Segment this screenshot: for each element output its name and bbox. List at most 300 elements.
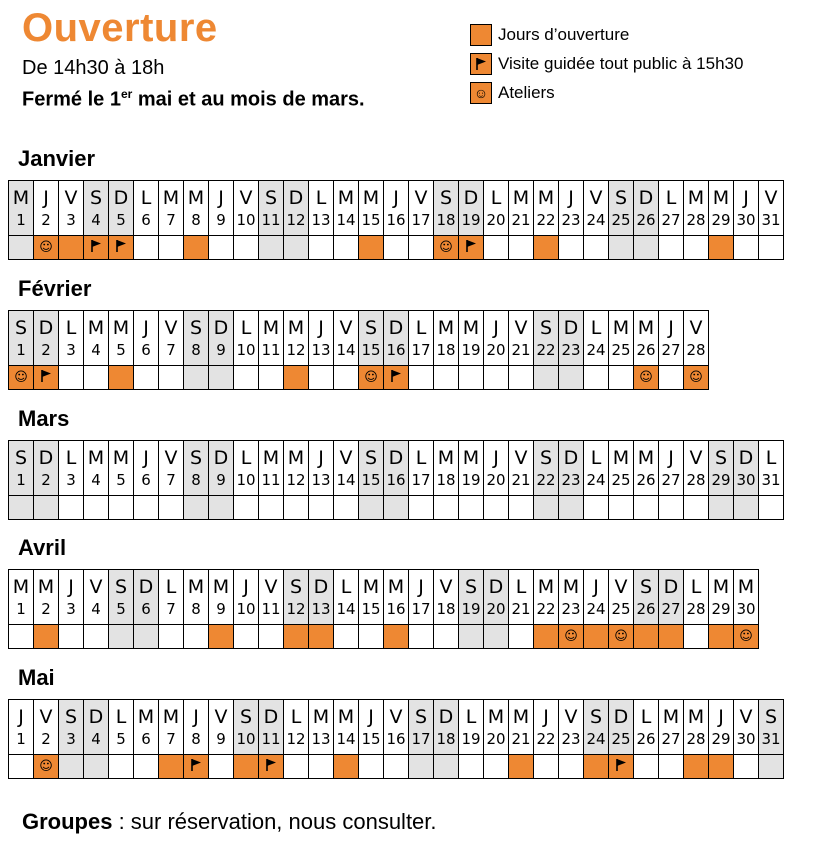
day-cell — [259, 311, 284, 366]
day-cell — [409, 570, 434, 625]
day-cell — [334, 441, 359, 496]
day-cell — [484, 181, 509, 236]
day-status-cell — [259, 496, 284, 520]
day-number: 15 — [361, 729, 381, 748]
day-status-cell — [609, 625, 634, 649]
day-status-cell — [634, 496, 659, 520]
day-letter: D — [388, 446, 404, 469]
day-number: 24 — [586, 729, 606, 748]
legend-workshops — [470, 80, 743, 106]
day-letter: D — [738, 446, 754, 469]
day-letter: M — [262, 446, 280, 469]
day-letter: M — [487, 705, 505, 728]
day-status-cell — [659, 366, 684, 390]
day-status-cell — [434, 236, 459, 260]
day-cell — [409, 700, 434, 755]
day-number: 13 — [311, 599, 331, 618]
day-letter: D — [88, 705, 104, 728]
day-status-cell — [284, 496, 309, 520]
day-number: 14 — [336, 599, 356, 618]
day-cell — [34, 311, 59, 366]
day-cell — [34, 441, 59, 496]
day-cell — [109, 311, 134, 366]
day-letter: M — [612, 446, 630, 469]
day-number: 14 — [336, 210, 356, 229]
day-cell — [84, 311, 109, 366]
day-status-cell — [109, 755, 134, 779]
day-letter: L — [590, 446, 602, 469]
day-letter: L — [640, 705, 652, 728]
day-number: 11 — [261, 599, 281, 618]
day-cell — [259, 441, 284, 496]
day-number: 12 — [286, 729, 306, 748]
day-cell — [359, 441, 384, 496]
day-letter: M — [187, 575, 205, 598]
day-number: 20 — [486, 729, 506, 748]
day-status-cell — [634, 755, 659, 779]
day-status-cell — [384, 755, 409, 779]
day-letter: M — [387, 575, 405, 598]
day-letter: D — [638, 186, 654, 209]
day-cell — [159, 311, 184, 366]
day-letter: S — [14, 446, 28, 469]
day-status-cell — [534, 366, 559, 390]
day-status-cell — [284, 625, 309, 649]
day-number: 1 — [16, 729, 26, 748]
day-number: 22 — [536, 340, 556, 359]
day-letter: V — [439, 575, 453, 598]
day-cell — [659, 311, 684, 366]
day-status-cell — [159, 496, 184, 520]
day-cell — [534, 700, 559, 755]
day-number: 23 — [561, 340, 581, 359]
day-status-cell — [134, 366, 159, 390]
day-status-cell — [609, 366, 634, 390]
day-status-cell — [509, 755, 534, 779]
day-letter: S — [589, 705, 603, 728]
day-letter: S — [114, 575, 128, 598]
day-status-cell — [709, 496, 734, 520]
day-status-cell — [234, 625, 259, 649]
day-cell — [434, 311, 459, 366]
month-title: Mars — [18, 406, 70, 431]
day-cell — [709, 441, 734, 496]
day-cell — [234, 570, 259, 625]
day-number: 20 — [486, 599, 506, 618]
day-number: 31 — [761, 729, 781, 748]
day-cell — [709, 700, 734, 755]
day-cell — [9, 181, 34, 236]
day-number: 4 — [91, 340, 101, 359]
day-letter: M — [287, 446, 305, 469]
day-cell — [484, 311, 509, 366]
day-number: 7 — [166, 729, 176, 748]
day-number: 1 — [16, 340, 26, 359]
day-status-cell — [34, 496, 59, 520]
day-number: 3 — [66, 470, 76, 489]
day-letter: D — [663, 575, 679, 598]
day-status-cell — [209, 625, 234, 649]
day-letter: S — [239, 705, 253, 728]
day-letter: L — [765, 446, 777, 469]
day-number: 11 — [261, 340, 281, 359]
day-letter: L — [65, 316, 77, 339]
day-letter: L — [290, 705, 302, 728]
days-row — [9, 311, 709, 366]
day-status-cell — [134, 755, 159, 779]
day-letter: D — [613, 705, 629, 728]
day-cell — [309, 700, 334, 755]
day-status-cell — [209, 496, 234, 520]
day-letter: J — [318, 316, 324, 339]
day-cell — [309, 441, 334, 496]
day-status-cell — [34, 236, 59, 260]
day-number: 20 — [486, 210, 506, 229]
day-letter: J — [18, 705, 24, 728]
day-cell — [384, 441, 409, 496]
day-cell — [384, 181, 409, 236]
day-number: 21 — [511, 729, 531, 748]
day-status-cell — [209, 236, 234, 260]
day-cell — [9, 311, 34, 366]
day-letter: J — [718, 705, 724, 728]
day-status-cell — [184, 236, 209, 260]
day-number: 18 — [436, 470, 456, 489]
day-letter: M — [662, 705, 680, 728]
day-status-cell — [684, 366, 709, 390]
day-letter: S — [64, 705, 78, 728]
day-letter: S — [614, 186, 628, 209]
day-cell — [534, 181, 559, 236]
day-letter: M — [112, 446, 130, 469]
day-number: 28 — [686, 340, 706, 359]
day-letter: D — [213, 446, 229, 469]
day-cell — [434, 700, 459, 755]
day-status-cell — [609, 496, 634, 520]
status-row — [9, 366, 709, 390]
day-cell — [609, 700, 634, 755]
day-status-cell — [434, 366, 459, 390]
day-letter: V — [164, 446, 178, 469]
day-letter: S — [264, 186, 278, 209]
day-cell — [659, 181, 684, 236]
day-cell — [409, 311, 434, 366]
day-letter: S — [14, 316, 28, 339]
day-number: 27 — [661, 210, 681, 229]
day-status-cell — [634, 625, 659, 649]
legend-label: Ateliers — [498, 83, 555, 102]
day-letter: L — [415, 446, 427, 469]
day-letter: V — [739, 705, 753, 728]
day-status-cell — [659, 236, 684, 260]
day-letter: M — [87, 446, 105, 469]
day-letter: M — [537, 575, 555, 598]
day-status-cell — [284, 236, 309, 260]
day-number: 13 — [311, 729, 331, 748]
day-number: 30 — [736, 729, 756, 748]
day-letter: M — [462, 446, 480, 469]
day-number: 21 — [511, 340, 531, 359]
day-letter: L — [590, 316, 602, 339]
day-status-cell — [9, 366, 34, 390]
calendar-march — [8, 440, 784, 520]
day-number: 9 — [216, 729, 226, 748]
day-letter: D — [213, 316, 229, 339]
opening-hours: De 14h30 à 18h — [22, 57, 165, 79]
day-cell — [434, 441, 459, 496]
day-number: 13 — [311, 470, 331, 489]
day-cell — [159, 570, 184, 625]
day-cell — [609, 311, 634, 366]
day-status-cell — [9, 755, 34, 779]
day-letter: J — [593, 575, 599, 598]
day-letter: D — [288, 186, 304, 209]
day-status-cell — [509, 236, 534, 260]
flag-icon — [265, 761, 277, 776]
day-status-cell — [584, 236, 609, 260]
day-cell — [59, 181, 84, 236]
day-number: 17 — [411, 340, 431, 359]
legend-label: Jours d’ouverture — [498, 25, 630, 44]
day-number: 16 — [386, 729, 406, 748]
day-letter: J — [193, 705, 199, 728]
day-status-cell — [334, 755, 359, 779]
day-cell — [634, 181, 659, 236]
day-number: 30 — [736, 599, 756, 618]
day-cell — [609, 181, 634, 236]
day-letter: V — [89, 575, 103, 598]
day-cell — [534, 570, 559, 625]
day-status-cell — [359, 625, 384, 649]
day-status-cell — [484, 496, 509, 520]
day-status-cell — [584, 625, 609, 649]
closure-sup: er — [120, 87, 133, 101]
day-cell — [184, 311, 209, 366]
day-cell — [84, 181, 109, 236]
flag-icon — [615, 761, 627, 776]
day-letter: V — [339, 446, 353, 469]
day-number: 23 — [561, 599, 581, 618]
day-status-cell — [209, 366, 234, 390]
day-cell — [9, 570, 34, 625]
open-day-swatch — [470, 24, 492, 46]
day-status-cell — [684, 625, 709, 649]
day-cell — [584, 570, 609, 625]
day-letter: M — [112, 316, 130, 339]
day-status-cell — [609, 236, 634, 260]
day-cell — [584, 311, 609, 366]
day-status-cell — [384, 496, 409, 520]
day-status-cell — [359, 236, 384, 260]
day-cell — [234, 311, 259, 366]
day-status-cell — [434, 755, 459, 779]
day-cell — [209, 570, 234, 625]
day-letter: L — [165, 575, 177, 598]
day-number: 23 — [561, 210, 581, 229]
closure-suffix: mai et au mois de mars. — [132, 88, 365, 111]
day-status-cell — [684, 496, 709, 520]
day-cell — [334, 181, 359, 236]
day-status-cell — [159, 366, 184, 390]
day-status-cell — [9, 496, 34, 520]
day-number: 27 — [661, 470, 681, 489]
day-letter: J — [493, 316, 499, 339]
day-letter: J — [43, 186, 49, 209]
day-cell — [734, 700, 759, 755]
closure-prefix: Fermé le 1 — [22, 88, 121, 111]
day-number: 10 — [236, 340, 256, 359]
day-cell — [34, 181, 59, 236]
day-status-cell — [84, 496, 109, 520]
day-status-cell — [409, 496, 434, 520]
day-cell — [584, 441, 609, 496]
day-status-cell — [684, 236, 709, 260]
day-status-cell — [334, 625, 359, 649]
day-number: 5 — [116, 729, 126, 748]
day-cell — [334, 700, 359, 755]
day-cell — [284, 441, 309, 496]
day-status-cell — [334, 366, 359, 390]
day-status-cell — [484, 625, 509, 649]
day-letter: V — [339, 316, 353, 339]
day-cell — [134, 700, 159, 755]
day-number: 16 — [386, 340, 406, 359]
day-status-cell — [734, 755, 759, 779]
day-number: 26 — [636, 729, 656, 748]
day-letter: M — [12, 575, 30, 598]
day-number: 12 — [286, 470, 306, 489]
day-cell — [509, 570, 534, 625]
day-number: 3 — [66, 210, 76, 229]
day-letter: D — [563, 446, 579, 469]
day-letter: V — [514, 446, 528, 469]
day-number: 25 — [611, 340, 631, 359]
day-status-cell — [459, 366, 484, 390]
day-number: 11 — [261, 470, 281, 489]
smiley-icon: ☺ — [739, 629, 753, 644]
day-number: 16 — [386, 470, 406, 489]
day-cell — [59, 700, 84, 755]
day-status-cell — [109, 625, 134, 649]
day-status-cell — [184, 625, 209, 649]
day-status-cell — [509, 496, 534, 520]
day-status-cell — [84, 366, 109, 390]
day-cell — [634, 311, 659, 366]
day-letter: S — [639, 575, 653, 598]
day-status-cell — [484, 366, 509, 390]
day-letter: J — [393, 186, 399, 209]
day-number: 20 — [486, 470, 506, 489]
day-letter: J — [218, 186, 224, 209]
day-number: 26 — [636, 470, 656, 489]
day-status-cell — [659, 755, 684, 779]
day-number: 3 — [66, 729, 76, 748]
days-row — [9, 700, 784, 755]
day-number: 13 — [311, 210, 331, 229]
day-cell — [34, 570, 59, 625]
day-cell — [134, 181, 159, 236]
day-cell — [109, 570, 134, 625]
day-letter: J — [143, 316, 149, 339]
day-letter: V — [64, 186, 78, 209]
day-cell — [384, 570, 409, 625]
day-letter: V — [564, 705, 578, 728]
day-status-cell — [159, 625, 184, 649]
day-cell — [409, 181, 434, 236]
day-letter: L — [490, 186, 502, 209]
day-number: 14 — [336, 470, 356, 489]
day-status-cell — [509, 366, 534, 390]
day-cell — [234, 441, 259, 496]
day-number: 11 — [261, 210, 281, 229]
day-letter: S — [464, 575, 478, 598]
day-number: 5 — [116, 470, 126, 489]
status-row — [9, 625, 759, 649]
day-status-cell — [109, 236, 134, 260]
day-cell — [284, 311, 309, 366]
status-row — [9, 755, 784, 779]
legend-open-days — [470, 22, 743, 48]
day-letter: J — [243, 575, 249, 598]
day-number: 27 — [661, 599, 681, 618]
flag-icon — [40, 372, 52, 387]
day-status-cell — [734, 236, 759, 260]
day-letter: L — [665, 186, 677, 209]
day-letter: V — [164, 316, 178, 339]
smiley-icon: ☺ — [470, 82, 492, 104]
day-cell — [259, 181, 284, 236]
flag-icon — [465, 242, 477, 257]
day-letter: V — [689, 316, 703, 339]
day-cell — [484, 570, 509, 625]
day-cell — [309, 181, 334, 236]
day-status-cell — [284, 755, 309, 779]
day-status-cell — [84, 625, 109, 649]
day-cell — [134, 441, 159, 496]
day-status-cell — [334, 496, 359, 520]
day-letter: M — [87, 316, 105, 339]
day-number: 29 — [711, 729, 731, 748]
day-letter: D — [438, 705, 454, 728]
day-number: 21 — [511, 470, 531, 489]
day-cell — [134, 311, 159, 366]
day-cell — [34, 700, 59, 755]
month-title: Avril — [18, 535, 67, 560]
day-number: 8 — [191, 340, 201, 359]
day-status-cell — [509, 625, 534, 649]
day-status-cell — [59, 366, 84, 390]
day-status-cell — [209, 755, 234, 779]
day-letter: V — [589, 186, 603, 209]
day-number: 20 — [486, 340, 506, 359]
day-cell — [684, 441, 709, 496]
day-cell — [359, 570, 384, 625]
legend-guided-tour — [470, 51, 743, 77]
day-status-cell — [84, 755, 109, 779]
day-status-cell — [534, 625, 559, 649]
day-letter: M — [512, 186, 530, 209]
day-letter: J — [493, 446, 499, 469]
status-row — [9, 236, 784, 260]
day-number: 27 — [661, 729, 681, 748]
day-status-cell — [459, 625, 484, 649]
smiley-icon: ☺ — [689, 370, 703, 385]
day-letter: J — [68, 575, 74, 598]
day-status-cell — [734, 496, 759, 520]
day-number: 19 — [461, 470, 481, 489]
day-cell — [659, 570, 684, 625]
day-number: 15 — [361, 340, 381, 359]
